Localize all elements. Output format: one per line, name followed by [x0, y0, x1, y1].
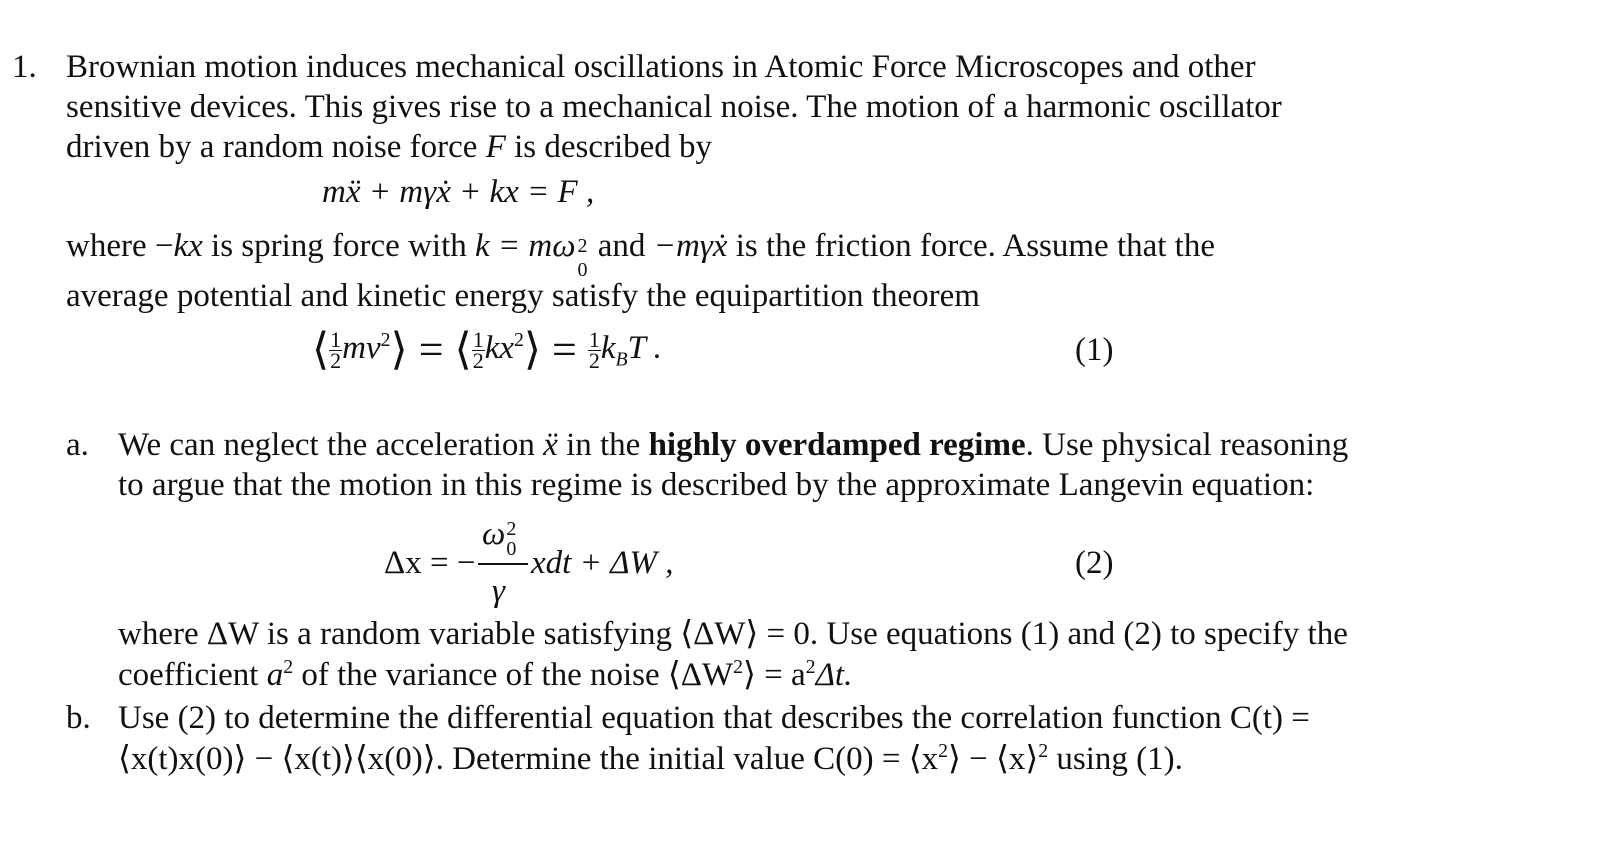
part-b-line-2-post: using (1).	[1048, 741, 1183, 777]
part-a-line-1-mid: in the	[557, 427, 649, 463]
half-num: 1	[588, 326, 600, 352]
half-fraction-2	[472, 326, 485, 373]
where-and: and	[589, 228, 654, 264]
part-a-line-4-mid: of the variance of the noise ⟨ΔW	[293, 657, 734, 693]
half-den: 2	[330, 347, 342, 373]
acceleration-var: ẍ	[543, 427, 558, 463]
intro-line-3	[66, 127, 712, 167]
mv: mv	[342, 330, 381, 366]
where-kx: kx	[173, 228, 203, 264]
angle-close: ⟩ =	[523, 325, 588, 374]
eq2-omega: ω	[482, 516, 506, 552]
half-fraction-1	[329, 326, 342, 373]
intro-line-1: Brownian motion induces mechanical oscillations in Atomic Force Microscopes and other	[66, 49, 1256, 85]
a-sup: 2	[283, 656, 294, 678]
eq2-numerator	[482, 516, 517, 560]
problem-number: 1.	[12, 49, 37, 85]
sq-2: 2	[514, 329, 524, 351]
part-a-line-2: to argue that the motion in this regime is described by the approximate Langevin equation:	[118, 467, 1315, 503]
overdamped-bold: highly overdamped regime	[648, 427, 1026, 463]
a2-sup: 2	[805, 656, 816, 678]
equation-2-number: (2)	[1075, 545, 1114, 581]
half-num: 1	[330, 326, 342, 352]
intro-line-2: sensitive devices. This gives rise to a mechanical noise. The motion of a harmonic oscillator	[66, 89, 1282, 125]
eq2-sup: 2	[506, 518, 517, 540]
force-variable: F	[485, 129, 506, 165]
omega-sup: 2	[577, 235, 588, 257]
kb-k: k	[600, 330, 616, 366]
where-friction: −mγẋ	[653, 228, 728, 264]
where-mid: is spring force with	[202, 228, 475, 264]
coefficient-a: a	[266, 657, 284, 693]
eq2-fraction-bar	[478, 563, 528, 565]
half-den: 2	[472, 347, 484, 373]
part-a-line-4	[118, 655, 852, 695]
part-b-line-2-pre: ⟨x(t)x(0)⟩ − ⟨x(t)⟩⟨x(0)⟩. Determine the initial value C(0) = ⟨x	[118, 741, 939, 777]
part-a-label: a.	[66, 427, 89, 463]
angle-open: ⟨	[312, 325, 330, 374]
part-a-line-4-end: Δt.	[815, 657, 853, 693]
half-fraction-3	[588, 326, 601, 373]
eq2-denominator: γ	[492, 573, 506, 609]
equation-2-lhs	[384, 543, 475, 583]
part-a-line-4-post: ⟩ = a	[743, 657, 806, 693]
part-b-line-2-mid: ⟩ − ⟨x⟩	[948, 741, 1039, 777]
equipartition-line: average potential and kinetic energy satisfy the equipartition theorem	[66, 278, 980, 314]
where-line	[66, 226, 1215, 281]
kx: kx	[484, 330, 514, 366]
omega-scripts	[576, 235, 590, 281]
where-k-equation: k = mω	[474, 228, 576, 264]
part-b-line-1: Use (2) to determine the differential equation that describes the correlation function C(t) =	[118, 700, 1310, 736]
intro-line-3-pre: driven by a random noise force	[66, 129, 486, 165]
dw-sup: 2	[733, 656, 744, 678]
half-num: 1	[472, 326, 484, 352]
part-b-label: b.	[66, 700, 91, 736]
angle-mid: ⟩ = ⟨	[390, 325, 472, 374]
equation-1-number: (1)	[1075, 332, 1114, 368]
part-a-line-4-pre: coefficient	[118, 657, 267, 693]
equation-of-motion: mẍ + mγẋ + kx = F ,	[322, 174, 595, 210]
eq2-sub: 0	[506, 538, 517, 560]
x2-sup: 2	[938, 740, 949, 762]
kb-sub: B	[615, 348, 628, 371]
intro-line-3-post: is described by	[505, 129, 713, 165]
equation-1	[312, 325, 662, 374]
where-pre: where −	[66, 228, 174, 264]
part-a-line-1	[118, 425, 1348, 465]
eq2-rhs: xdt + ΔW ,	[531, 545, 674, 581]
part-b-line-2	[118, 739, 1183, 779]
part-a-line-1-pre: We can neglect the acceleration	[118, 427, 544, 463]
half-den: 2	[588, 347, 600, 373]
kb-t: T .	[627, 330, 662, 366]
mean-sq-sup: 2	[1038, 740, 1049, 762]
part-a-line-1-post: . Use physical reasoning	[1025, 427, 1349, 463]
where-post: is the friction force. Assume that the	[727, 228, 1215, 264]
omega-sub: 0	[577, 259, 588, 281]
eq2-lhs: Δx = −	[384, 545, 476, 581]
part-a-line-3: where ΔW is a random variable satisfying ⟨ΔW⟩ = 0. Use equations (1) and (2) to specify the	[118, 616, 1348, 652]
sq-1: 2	[380, 329, 391, 351]
